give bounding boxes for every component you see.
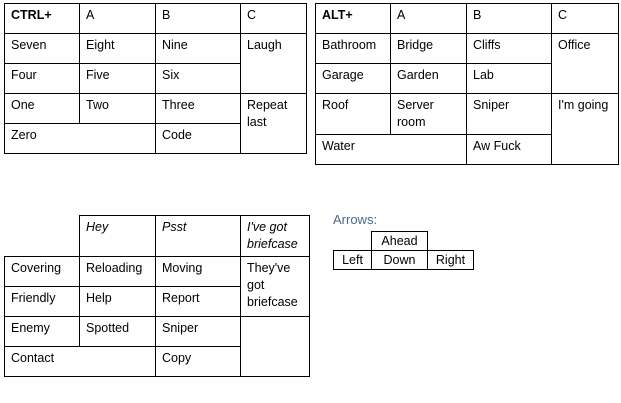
table-cell: Sniper [467,94,552,135]
table-cell: Zero [5,124,156,154]
voice-header-hey: Hey [80,216,156,257]
table-cell: Two [80,94,156,124]
table-cell: Contact [5,347,156,377]
table-cell: Friendly [5,287,80,317]
arrow-left-cell: Left [334,251,372,270]
table-cell: Cliffs [467,34,552,64]
table-cell: Spotted [80,317,156,347]
arrows-title: Arrows: [333,212,378,227]
table-cell: I'm going [552,94,619,165]
table-cell [241,317,310,377]
table-cell: Copy [156,347,241,377]
table-cell: Reloading [80,257,156,287]
table-cell: Seven [5,34,80,64]
alt-header-b: B [467,4,552,34]
table-cell: Garden [391,64,467,94]
voice-header-psst: Psst [156,216,241,257]
table-cell: Office [552,34,619,94]
table-cell: Five [80,64,156,94]
ctrl-header-c: C [241,4,307,34]
ctrl-hotkey-table [4,3,307,154]
voice-header-empty [5,216,80,257]
table-cell: They've got briefcase [241,257,310,317]
table-cell: Laugh [241,34,307,94]
table-cell: Bridge [391,34,467,64]
table-cell: Sniper [156,317,241,347]
table-cell: Aw Fuck [467,135,552,165]
table-cell: Bathroom [316,34,391,64]
arrow-up-cell: Ahead [372,232,428,251]
table-cell: Repeat last [241,94,307,154]
table-cell: Roof [316,94,391,135]
table-cell: Nine [156,34,241,64]
arrow-right-cell: Right [428,251,474,270]
table-cell: One [5,94,80,124]
table-cell: Water [316,135,467,165]
arrow-keys-table [333,231,474,270]
ctrl-header-modifier: CTRL+ [5,4,80,34]
table-cell: Six [156,64,241,94]
alt-header-modifier: ALT+ [316,4,391,34]
table-cell: Help [80,287,156,317]
ctrl-header-b: B [156,4,241,34]
alt-header-c: C [552,4,619,34]
arrow-down-cell: Down [372,251,428,270]
ctrl-header-a: A [80,4,156,34]
arrow-spacer [428,232,474,251]
table-cell: Three [156,94,241,124]
arrow-spacer [334,232,372,251]
voice-command-table [4,215,310,377]
table-cell: Moving [156,257,241,287]
table-cell: Four [5,64,80,94]
table-cell: Report [156,287,241,317]
voice-header-briefcase: I've got briefcase [241,216,310,257]
table-cell: Covering [5,257,80,287]
table-cell: Code [156,124,241,154]
alt-header-a: A [391,4,467,34]
alt-hotkey-table [315,3,619,165]
table-cell: Garage [316,64,391,94]
table-cell: Enemy [5,317,80,347]
table-cell: Server room [391,94,467,135]
table-cell: Lab [467,64,552,94]
table-cell: Eight [80,34,156,64]
